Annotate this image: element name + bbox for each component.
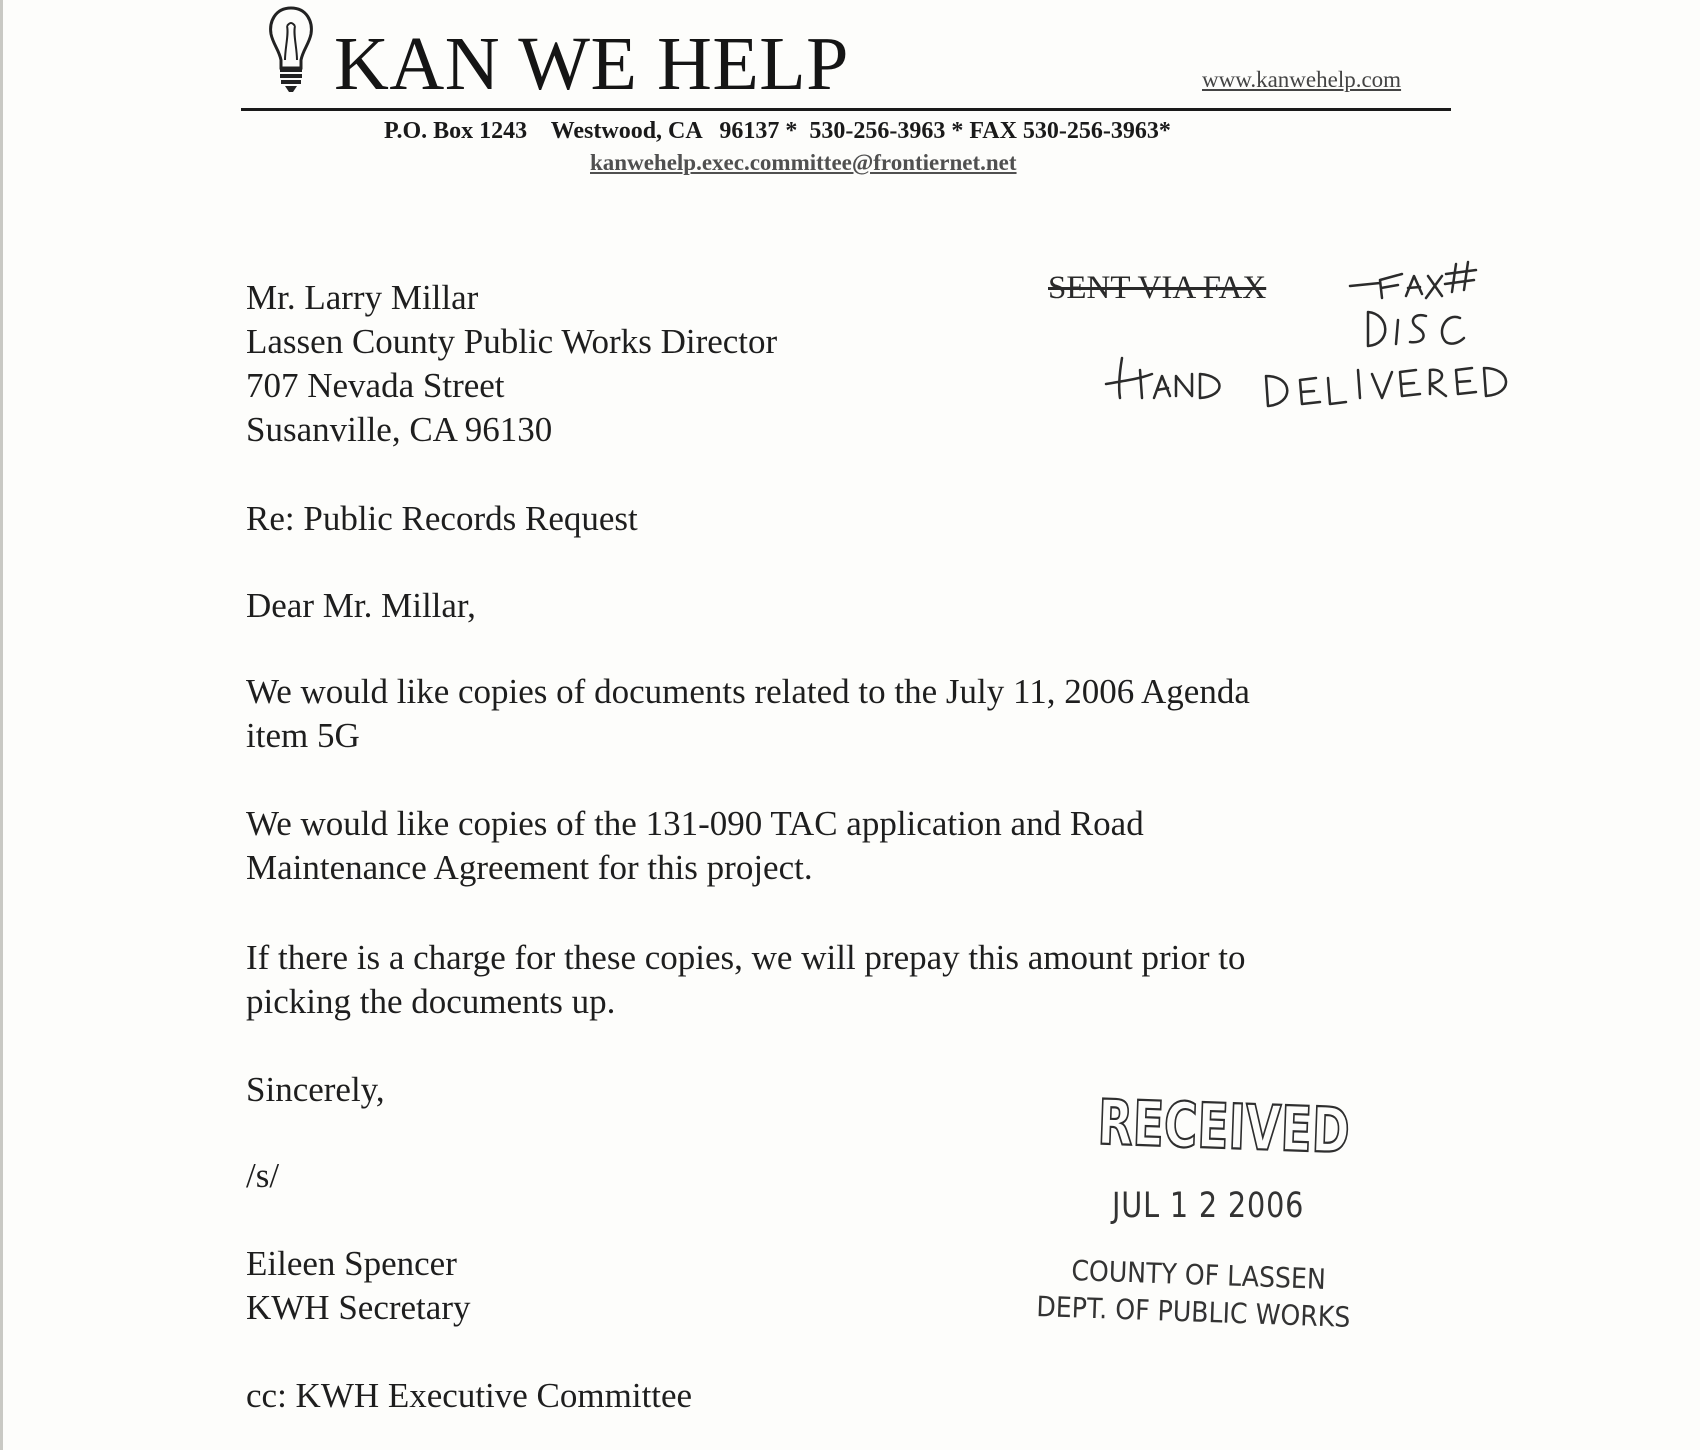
lightbulb-icon [263, 4, 319, 96]
sent-via-fax-struck: SENT VIA FAX [1048, 270, 1267, 306]
cc-line: cc: KWH Executive Committee [246, 1376, 693, 1415]
recipient-street: 707 Nevada Street [246, 366, 505, 405]
paragraph-3-line-2: picking the documents up. [246, 982, 616, 1021]
stamp-department: DEPT. OF PUBLIC WORKS [1035, 1290, 1351, 1334]
stamp-date: JUL 1 2 2006 [1112, 1186, 1305, 1226]
paragraph-1-line-1: We would like copies of documents related to the July 11, 2006 Agenda [246, 672, 1250, 711]
recipient-name: Mr. Larry Millar [246, 278, 479, 317]
signature: /s/ [246, 1156, 280, 1195]
received-stamp [1090, 1070, 1442, 1171]
closing: Sincerely, [246, 1070, 385, 1109]
received-stamp-text: RECEIVED [1096, 1085, 1442, 1171]
paragraph-2-line-1: We would like copies of the 131-090 TAC application and Road [246, 804, 1144, 843]
recipient-city: Susanville, CA 96130 [246, 410, 553, 449]
website-link[interactable]: www.kanwehelp.com [1202, 67, 1402, 92]
signer-title: KWH Secretary [246, 1288, 471, 1327]
address-line: P.O. Box 1243 Westwood, CA 96137 * 530-256-3963 * FAX 530-256-3963* [384, 118, 1171, 144]
paragraph-2-line-2: Maintenance Agreement for this project. [246, 848, 813, 887]
email-link[interactable]: kanwehelp.exec.committee@frontiernet.net [590, 150, 1017, 175]
paragraph-3-line-1: If there is a charge for these copies, we will prepay this amount prior to [246, 938, 1246, 977]
recipient-title: Lassen County Public Works Director [246, 322, 778, 361]
scan-edge [0, 0, 3, 1450]
stamp-county: COUNTY OF LASSEN [1070, 1254, 1327, 1296]
handwritten-annotation [1080, 258, 1580, 448]
org-name: KAN WE HELP [334, 22, 849, 106]
subject-line: Re: Public Records Request [246, 499, 638, 538]
letterhead-rule [241, 108, 1451, 111]
paragraph-1-line-2: item 5G [246, 716, 360, 755]
signer-name: Eileen Spencer [246, 1244, 457, 1283]
salutation: Dear Mr. Millar, [246, 586, 476, 625]
